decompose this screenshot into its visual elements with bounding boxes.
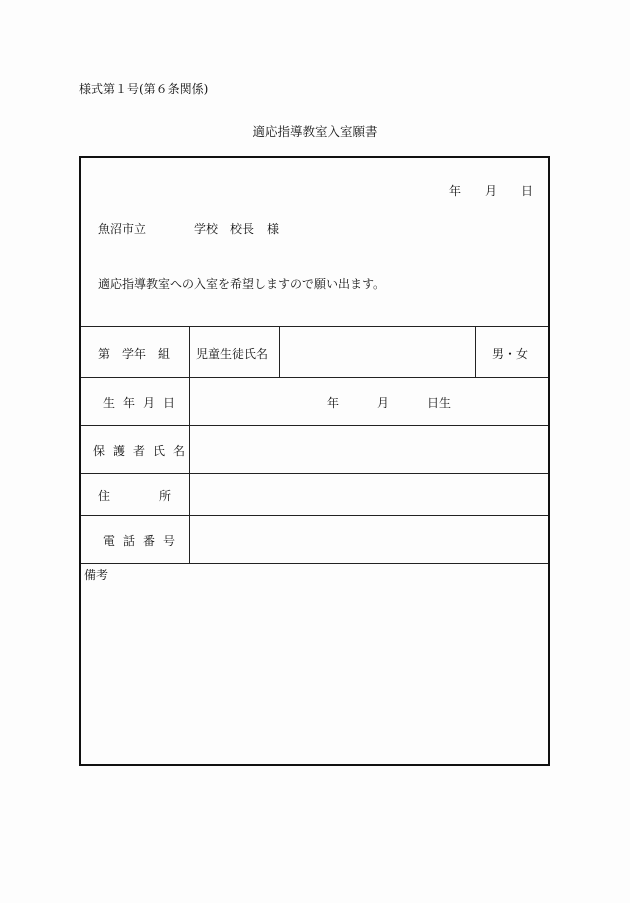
- row-divider: [81, 326, 548, 327]
- addressee-principal: 校長: [230, 222, 255, 236]
- birth-month-label: 月: [377, 396, 390, 410]
- row-divider: [81, 473, 548, 474]
- birthdate-label: 生年月日: [103, 396, 184, 410]
- date-month-label: 月: [485, 184, 498, 198]
- row-divider: [81, 377, 548, 378]
- birth-year-label: 年: [327, 396, 340, 410]
- student-name-label: 児童生徒氏名: [196, 347, 269, 361]
- grade-label-dai: 第: [98, 347, 111, 361]
- gender-label: 男・女: [492, 347, 529, 361]
- birth-day-label: 日生: [427, 396, 452, 410]
- addressee-school: 学校: [194, 222, 219, 236]
- date-year-label: 年: [449, 184, 462, 198]
- gender-divider: [475, 326, 476, 377]
- form-title: 適応指導教室入室願書: [252, 124, 378, 139]
- date-day-label: 日: [521, 184, 534, 198]
- addressee-honorific: 様: [267, 222, 280, 236]
- grade-label-class: 組: [158, 347, 171, 361]
- row-divider: [81, 515, 548, 516]
- application-form: [79, 156, 550, 766]
- row-divider: [81, 563, 548, 564]
- row-divider: [81, 425, 548, 426]
- address-label-part1: 住: [98, 489, 111, 503]
- name-label-divider: [279, 326, 280, 377]
- form-number: 様式第１号(第６条関係): [79, 82, 209, 96]
- phone-number-label: 電話番号: [103, 534, 184, 548]
- grade-label-year: 学年: [122, 347, 147, 361]
- address-label-part2: 所: [159, 489, 172, 503]
- request-text: 適応指導教室への入室を希望しますので願い出ます。: [98, 277, 386, 291]
- addressee-city: 魚沼市立: [98, 222, 147, 236]
- guardian-name-label: 保護者氏名: [93, 444, 194, 458]
- remarks-label: 備考: [84, 568, 109, 582]
